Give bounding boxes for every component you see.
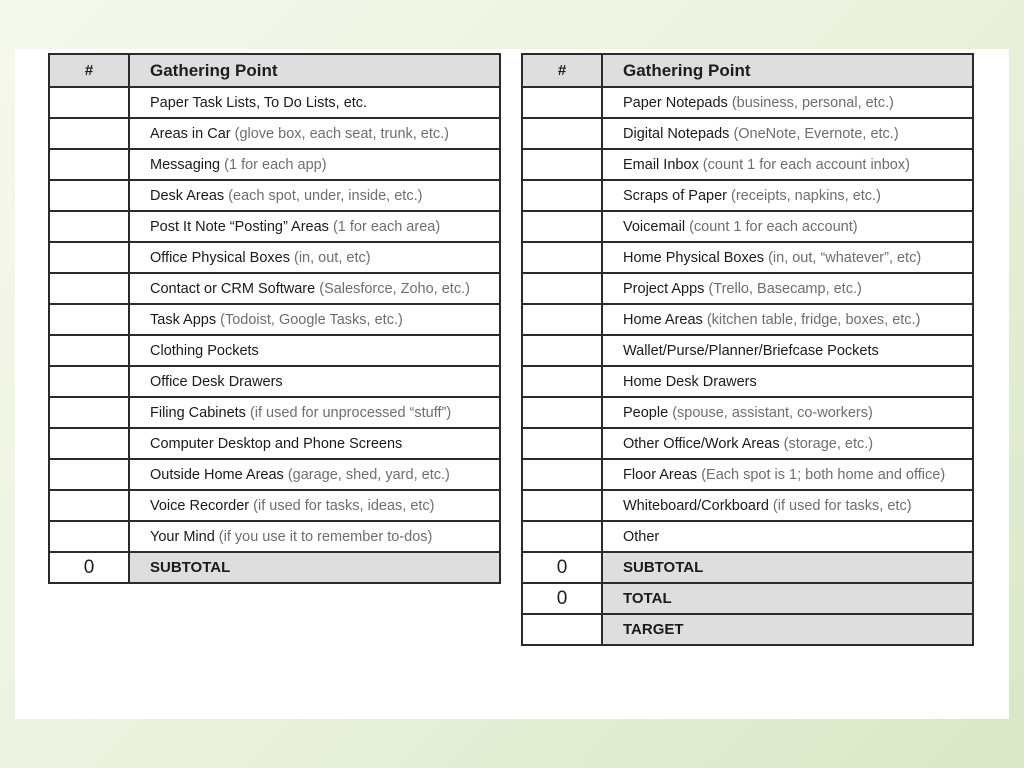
table-row <box>522 242 973 273</box>
table-row <box>49 273 500 304</box>
total-value[interactable]: 0 <box>522 583 602 614</box>
table-row <box>49 180 500 211</box>
gathering-point-label: Clothing Pockets <box>150 342 259 359</box>
count-column-header: # <box>522 54 602 87</box>
table-row <box>49 118 500 149</box>
gathering-point-cell <box>602 211 973 242</box>
target-label: TARGET <box>602 614 973 645</box>
table-row <box>522 180 973 211</box>
count-cell[interactable] <box>49 490 129 521</box>
left-gathering-table <box>48 53 501 584</box>
summary-row-subtotal <box>49 552 500 583</box>
table-row <box>522 211 973 242</box>
count-cell[interactable] <box>49 242 129 273</box>
table-row <box>522 273 973 304</box>
gathering-point-note: (spouse, assistant, co-workers) <box>672 404 873 421</box>
gathering-point-label: Computer Desktop and Phone Screens <box>150 435 403 452</box>
table-row <box>49 490 500 521</box>
gathering-point-cell <box>602 304 973 335</box>
gathering-point-cell <box>129 180 500 211</box>
gathering-point-cell <box>602 428 973 459</box>
table-row <box>522 118 973 149</box>
gathering-point-column-header: Gathering Point <box>602 54 973 87</box>
gathering-point-label: Contact or CRM Software <box>150 280 316 297</box>
gathering-point-label: Wallet/Purse/Planner/Briefcase Pockets <box>623 342 879 359</box>
count-cell[interactable] <box>49 118 129 149</box>
table-row <box>522 521 973 552</box>
summary-row-total <box>522 583 973 614</box>
count-cell[interactable] <box>49 273 129 304</box>
table-row <box>522 87 973 118</box>
gathering-point-note: (Trello, Basecamp, etc.) <box>708 280 862 297</box>
count-cell[interactable] <box>522 118 602 149</box>
gathering-point-cell <box>602 397 973 428</box>
count-cell[interactable] <box>49 366 129 397</box>
gathering-point-label: Email Inbox <box>623 156 699 173</box>
gathering-point-note: (Todoist, Google Tasks, etc.) <box>220 311 403 328</box>
table-header-row <box>49 54 500 87</box>
count-cell[interactable] <box>522 273 602 304</box>
gathering-point-label: Voicemail <box>623 218 686 235</box>
gathering-point-column-header: Gathering Point <box>129 54 500 87</box>
count-column-header: # <box>49 54 129 87</box>
count-cell[interactable] <box>522 211 602 242</box>
table-row <box>522 490 973 521</box>
gathering-point-cell <box>129 242 500 273</box>
table-row <box>49 149 500 180</box>
gathering-point-cell <box>602 180 973 211</box>
gathering-point-label: Scraps of Paper <box>623 187 727 204</box>
count-cell[interactable] <box>49 87 129 118</box>
subtotal-label: SUBTOTAL <box>129 552 500 583</box>
count-cell[interactable] <box>49 459 129 490</box>
table-row <box>522 428 973 459</box>
table-row <box>49 304 500 335</box>
table-row <box>522 304 973 335</box>
count-cell[interactable] <box>522 180 602 211</box>
count-cell[interactable] <box>522 521 602 552</box>
gathering-point-cell <box>602 273 973 304</box>
table-row <box>522 459 973 490</box>
gathering-point-note: (if you use it to remember to-dos) <box>218 528 433 545</box>
table-row <box>49 428 500 459</box>
table-row <box>522 366 973 397</box>
gathering-point-cell <box>602 459 973 490</box>
gathering-point-label: Post It Note “Posting” Areas <box>150 218 329 235</box>
gathering-point-label: Floor Areas <box>623 466 698 483</box>
gathering-point-note: (storage, etc.) <box>783 435 874 452</box>
count-cell[interactable] <box>49 397 129 428</box>
gathering-point-label: Home Areas <box>623 311 703 328</box>
gathering-point-note: (if used for tasks, etc) <box>772 497 912 514</box>
gathering-point-cell <box>129 490 500 521</box>
gathering-point-cell <box>129 459 500 490</box>
count-cell[interactable] <box>49 304 129 335</box>
count-cell[interactable] <box>49 211 129 242</box>
count-cell[interactable] <box>49 428 129 459</box>
subtotal-value[interactable]: 0 <box>522 552 602 583</box>
table-row <box>49 397 500 428</box>
gathering-point-label: Voice Recorder <box>150 497 250 514</box>
gathering-point-note: (1 for each area) <box>332 218 441 235</box>
gathering-point-note: (business, personal, etc.) <box>731 94 894 111</box>
gathering-point-cell <box>602 149 973 180</box>
gathering-point-cell <box>129 211 500 242</box>
gathering-point-note: (Each spot is 1; both home and office) <box>701 466 946 483</box>
gathering-point-cell <box>129 304 500 335</box>
gathering-point-note: (count 1 for each account inbox) <box>702 156 910 173</box>
gathering-point-label: Areas in Car <box>150 125 231 142</box>
count-cell[interactable] <box>49 180 129 211</box>
subtotal-value[interactable]: 0 <box>49 552 129 583</box>
table-row <box>49 87 500 118</box>
gathering-point-note: (kitchen table, fridge, boxes, etc.) <box>706 311 921 328</box>
gathering-point-note: (glove box, each seat, trunk, etc.) <box>234 125 450 142</box>
gathering-point-label: Other <box>623 528 660 545</box>
gathering-point-cell <box>129 149 500 180</box>
gathering-point-label: Office Physical Boxes <box>150 249 290 266</box>
gathering-point-label: Messaging <box>150 156 221 173</box>
gathering-point-cell <box>129 118 500 149</box>
gathering-point-note: (receipts, napkins, etc.) <box>731 187 881 204</box>
count-cell[interactable] <box>522 459 602 490</box>
total-label: TOTAL <box>602 583 973 614</box>
gathering-point-cell <box>129 273 500 304</box>
gathering-point-note: (1 for each app) <box>224 156 327 173</box>
gathering-point-cell <box>602 242 973 273</box>
gathering-point-note: (each spot, under, inside, etc.) <box>228 187 423 204</box>
table-row <box>522 149 973 180</box>
table-row <box>49 242 500 273</box>
gathering-point-note: (if used for unprocessed “stuff”) <box>249 404 452 421</box>
gathering-point-label: Home Desk Drawers <box>623 373 757 390</box>
count-cell[interactable] <box>522 397 602 428</box>
gathering-point-label: Filing Cabinets <box>150 404 246 421</box>
target-value[interactable] <box>522 614 602 645</box>
gathering-point-cell <box>129 397 500 428</box>
table-row <box>49 335 500 366</box>
table-row <box>49 459 500 490</box>
gathering-point-label: Desk Areas <box>150 187 225 204</box>
table-row <box>49 211 500 242</box>
gathering-point-label: Paper Notepads <box>623 94 728 111</box>
count-cell[interactable] <box>522 366 602 397</box>
gathering-point-label: Other Office/Work Areas <box>623 435 780 452</box>
gathering-point-label: Home Physical Boxes <box>623 249 765 266</box>
table-row <box>49 366 500 397</box>
subtotal-label: SUBTOTAL <box>602 552 973 583</box>
gathering-point-cell <box>602 87 973 118</box>
gathering-point-cell <box>129 521 500 552</box>
count-cell[interactable] <box>522 304 602 335</box>
gathering-point-note: (Salesforce, Zoho, etc.) <box>319 280 470 297</box>
gathering-point-cell <box>602 335 973 366</box>
table-row <box>49 521 500 552</box>
gathering-point-label: Outside Home Areas <box>150 466 284 483</box>
gathering-point-label: Your Mind <box>150 528 215 545</box>
gathering-point-label: Paper Task Lists, To Do Lists, etc. <box>150 94 368 111</box>
gathering-point-cell <box>129 87 500 118</box>
count-cell[interactable] <box>49 335 129 366</box>
gathering-point-cell <box>602 490 973 521</box>
count-cell[interactable] <box>522 335 602 366</box>
gathering-point-note: (garage, shed, yard, etc.) <box>287 466 450 483</box>
gathering-point-label: Office Desk Drawers <box>150 373 283 390</box>
count-cell[interactable] <box>49 521 129 552</box>
gathering-point-cell <box>602 521 973 552</box>
count-cell[interactable] <box>522 242 602 273</box>
gathering-point-note: (in, out, “whatever”, etc) <box>768 249 922 266</box>
gathering-point-note: (if used for tasks, ideas, etc) <box>253 497 435 514</box>
summary-row-target <box>522 614 973 645</box>
summary-row-subtotal <box>522 552 973 583</box>
table-row <box>522 335 973 366</box>
gathering-point-note: (OneNote, Evernote, etc.) <box>733 125 899 142</box>
right-gathering-table <box>521 53 974 646</box>
gathering-point-label: Whiteboard/Corkboard <box>623 497 769 514</box>
count-cell[interactable] <box>522 87 602 118</box>
table-row <box>522 397 973 428</box>
gathering-point-cell <box>129 428 500 459</box>
gathering-point-note: (count 1 for each account) <box>689 218 858 235</box>
count-cell[interactable] <box>49 149 129 180</box>
gathering-point-cell <box>602 366 973 397</box>
count-cell[interactable] <box>522 149 602 180</box>
table-header-row <box>522 54 973 87</box>
gathering-point-cell <box>602 118 973 149</box>
count-cell[interactable] <box>522 428 602 459</box>
count-cell[interactable] <box>522 490 602 521</box>
gathering-point-note: (in, out, etc) <box>294 249 371 266</box>
gathering-point-cell <box>129 366 500 397</box>
gathering-point-label: Digital Notepads <box>623 125 730 142</box>
gathering-point-cell <box>129 335 500 366</box>
gathering-point-label: Project Apps <box>623 280 705 297</box>
gathering-point-label: People <box>623 404 669 421</box>
gathering-point-label: Task Apps <box>150 311 217 328</box>
